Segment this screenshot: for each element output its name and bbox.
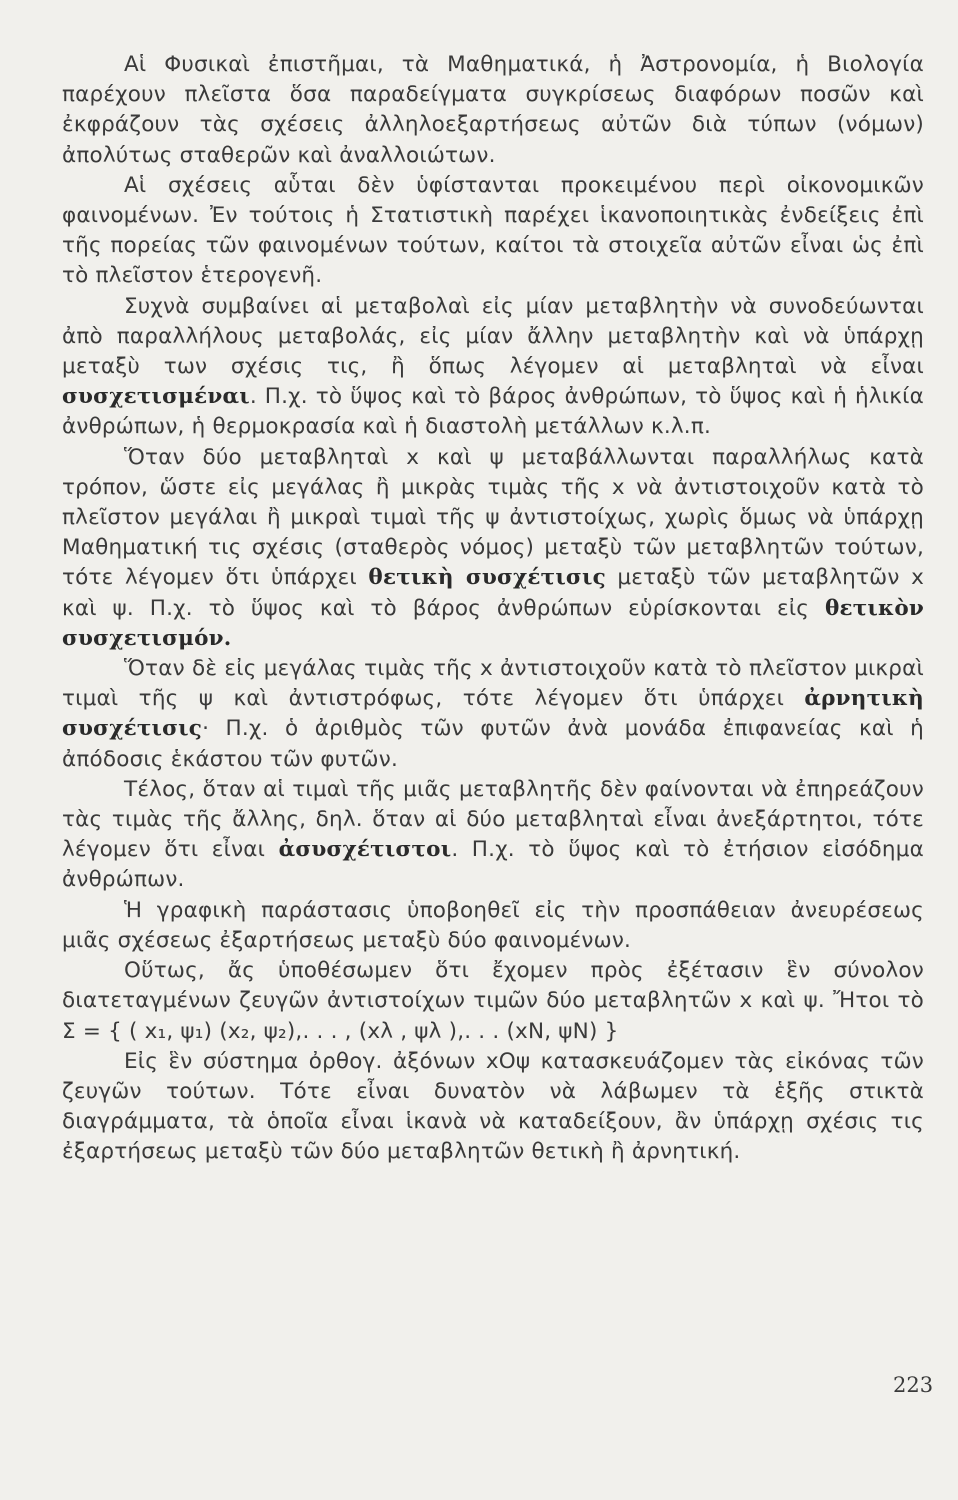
term-positive-correlation: θετικὴ συσχέτισις [368, 565, 606, 591]
paragraph-positive-correlation: Ὅταν δύο μεταβληταὶ x καὶ ψ μεταβάλλωνται παραλλήλως κατὰ τρόπον, ὥστε εἰς μεγάλας ἢ μικρὰς τιμὰς τῆς x νὰ ἀντιστοιχοῦν κατὰ τὸ πλεῖστον μεγάλαι ἢ μικραὶ τιμαὶ τῆς ψ ἀντιστοίχως, χωρὶς ὅμως νὰ ὑπάρχῃ Μαθηματική τις σχέσις (σταθερὸς νόμος) μεταξὺ τῶν μεταβλητῶν τούτων, τότε λέγομεν ὅτι ὑπάρχει θετικὴ συσχέτισις μεταξὺ τῶν μεταβλητῶν x καὶ ψ. Π.χ. τὸ ὕψος καὶ τὸ βάρος ἀνθρώπων εὑρίσκονται εἰς θετικὸν συσχετισμόν. [62, 444, 924, 651]
paragraph-uncorrelated: Τέλος, ὅταν αἱ τιμαὶ τῆς μιᾶς μεταβλητῆς δὲν φαίνονται νὰ ἐπηρεάζουν τὰς τιμὰς τῆς ἄλλης, δηλ. ὅταν αἱ δύο μεταβληταὶ εἶναι ἀνεξάρτητοι, τότε λέγομεν ὅτι εἶναι ἀσυσχέτιστοι. Π.χ. τὸ ὕψος καὶ τὸ ἐτήσιον εἰσόδημα ἀνθρώπων. [62, 776, 924, 893]
term-positive-correlation-noun: θετικὸν συσχετισμόν. [62, 595, 924, 651]
body-text [62, 50, 924, 1168]
paragraph-graphical-representation: Ἡ γραφικὴ παράστασις ὑποβοηθεῖ εἰς τὴν προσπάθειαν ἀνευρέσεως μιᾶς σχέσεως ἐξαρτήσεως μεταξὺ δύο φαινομένων. [62, 897, 924, 953]
term-correlated: συσχετισμέναι [62, 384, 250, 410]
paragraph-physical-sciences: Αἱ Φυσικαὶ ἐπιστῆμαι, τὰ Μαθηματικά, ἡ Ἀστρονομία, ἡ Βιολογία παρέχουν πλεῖστα ὅσα παραδείγματα συγκρίσεως διαφόρων ποσῶν καὶ ἐκφράζουν τὰς σχέσεις ἀλληλοεξαρτήσεως αὐτῶν διὰ τύπων (νόμων) ἀπολύτως σταθερῶν καὶ ἀναλλοιώτων. [62, 52, 924, 168]
page-number: 223 [893, 1373, 934, 1397]
paragraph-correlated-variables: Συχνὰ συμβαίνει αἱ μεταβολαὶ εἰς μίαν μεταβλητὴν νὰ συνοδεύωνται ἀπὸ παραλλήλους μεταβολάς, εἰς μίαν ἄλλην μεταβλητὴν καὶ νὰ ὑπάρχῃ μεταξὺ των σχέσις τις, ἢ ὅπως λέγομεν αἱ μεταβληταὶ νὰ εἶναι συσχετισμέναι. Π.χ. τὸ ὕψος καὶ τὸ βάρος ἀνθρώπων, τὸ ὕψος καὶ ἡ ἡλικία ἀνθρώπων, ἡ θερμοκρασία καὶ ἡ διαστολὴ μετάλλων κ.λ.π. [62, 293, 924, 440]
paragraph-scatter-diagrams: Εἰς ἓν σύστημα ὀρθογ. ἀξόνων xOψ κατασκευάζομεν τὰς εἰκόνας τῶν ζευγῶν τούτων. Τότε εἶναι δυνατὸν νὰ λάβωμεν τὰ ἑξῆς στικτὰ διαγράμματα, τὰ ὁποῖα εἶναι ἱκανὰ νὰ καταδείξουν, ἂν ὑπάρχῃ σχέσις τις ἐξαρτήσεως μεταξὺ τῶν δύο μεταβλητῶν θετικὴ ἢ ἀρνητική. [62, 1048, 924, 1165]
term-uncorrelated: ἀσυσχέτιστοι [278, 837, 452, 863]
paragraph-economic-phenomena: Αἱ σχέσεις αὗται δὲν ὑφίστανται προκειμένου περὶ οἰκονομικῶν φαινομένων. Ἐν τούτοις ἡ Στατιστικὴ παρέχει ἱκανοποιητικὰς ἐνδείξεις ἐπὶ τῆς πορείας τῶν φαινομένων τούτων, καίτοι τὰ στοιχεῖα αὐτῶν εἶναι ὡς ἐπὶ τὸ πλεῖστον ἑτερογενῆ. [62, 172, 924, 289]
paragraph-negative-correlation: Ὅταν δὲ εἰς μεγάλας τιμὰς τῆς x ἀντιστοιχοῦν κατὰ τὸ πλεῖστον μικραὶ τιμαὶ τῆς ψ καὶ ἀντιστρόφως, τότε λέγομεν ὅτι ὑπάρχει ἀρνητικὴ συσχέτισις· Π.χ. ὁ ἀριθμὸς τῶν φυτῶν ἀνὰ μονάδα ἐπιφανείας καὶ ἡ ἀπόδοσις ἑκάστου τῶν φυτῶν. [62, 656, 924, 772]
term-negative-correlation: ἀρνητικὴ συσχέτισις [62, 686, 924, 742]
paragraph-ordered-pairs: Οὕτως, ἄς ὑποθέσωμεν ὅτι ἔχομεν πρὸς ἐξέτασιν ἓν σύνολον διατεταγμένων ζευγῶν ἀντιστοίχων τιμῶν δύο μεταβλητῶν x καὶ ψ. Ἤτοι τὸ Σ = { ( x₁, ψ₁) (x₂, ψ₂),. . . , (xλ , ψλ ),. . . (xΝ, ψΝ) } [62, 958, 924, 1044]
